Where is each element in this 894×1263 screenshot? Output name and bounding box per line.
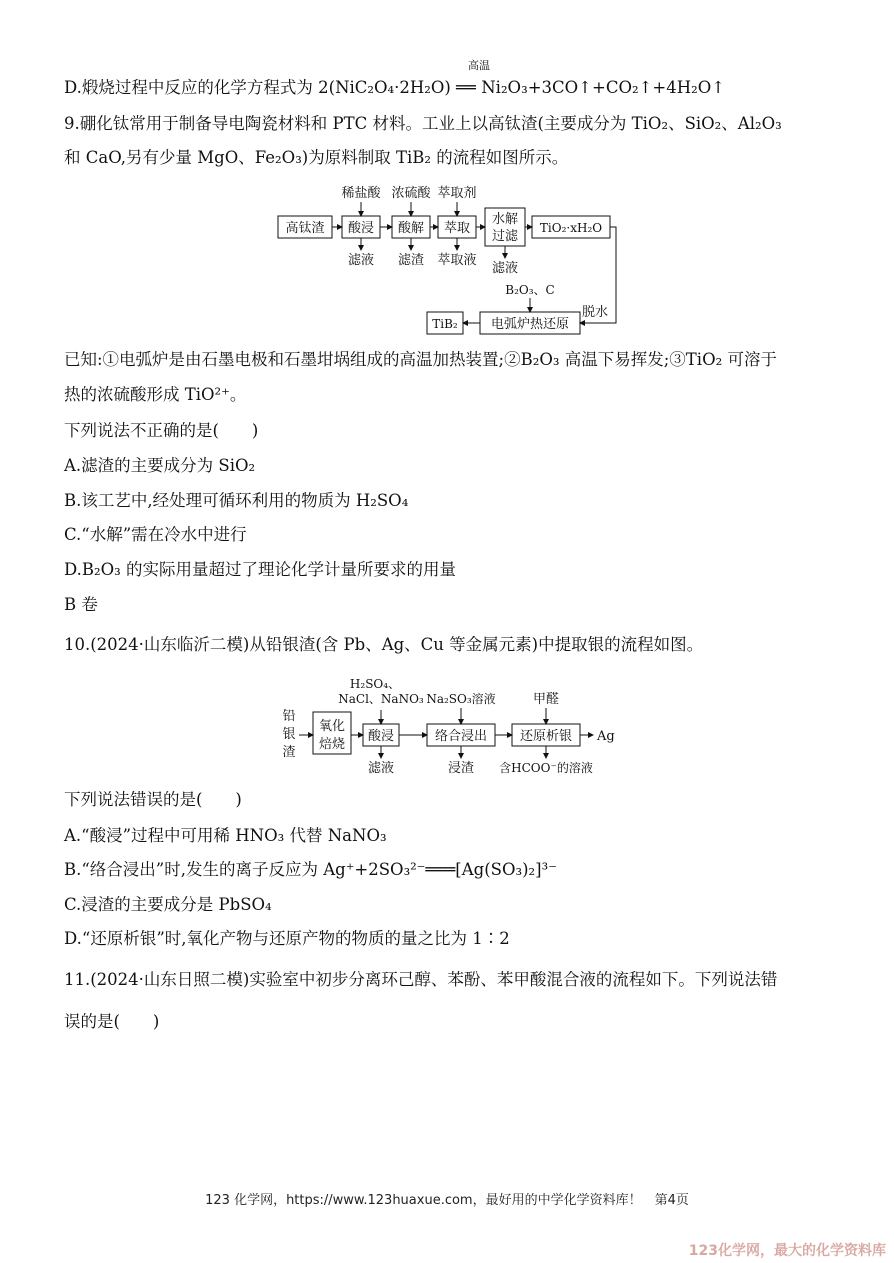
q9-known-line2: 热的浓硫酸形成 TiO²⁺。 xyxy=(64,385,247,404)
q8-option-d: D.煅烧过程中反应的化学方程式为 2(NiC₂O₄·2H₂O) ══ Ni₂O₃+3CO↑+CO₂↑+4H₂O↑ xyxy=(64,78,726,97)
q10-option-c: C.浸渣的主要成分是 PbSO₄ xyxy=(64,895,272,914)
flow2-start-label: 渣 xyxy=(282,745,296,760)
flow2-box-label: 酸浸 xyxy=(367,729,395,744)
q10-option-b: B.“络合浸出”时,发生的离子反应为 Ag⁺+2SO₃²⁻═══[Ag(SO₃)₂]³⁻ xyxy=(64,860,557,879)
flow2-box-label: 氧化 xyxy=(318,719,346,734)
flow2-output-label: 含HCOO⁻的溶液 xyxy=(499,761,593,775)
flow2-input-label: Na₂SO₃溶液 xyxy=(426,692,496,706)
flow1-input-label: 稀盐酸 xyxy=(341,186,381,201)
flow1-box-label: 萃取 xyxy=(443,221,471,236)
flow1-box-label: TiO₂·xH₂O xyxy=(539,221,603,235)
flow1-input-label: 萃取剂 xyxy=(437,186,477,201)
flow1-input-label: 浓硫酸 xyxy=(391,186,431,201)
q9-stem-line2: 和 CaO,另有少量 MgO、Fe₂O₃)为原料制取 TiB₂ 的流程如图所示。 xyxy=(64,148,569,167)
flow1-box-label: 电弧炉热还原 xyxy=(490,317,570,332)
q10-stem: 10.(2024·山东临沂二模)从铅银渣(含 Pb、Ag、Cu 等金属元素)中提取银的流程如图。 xyxy=(64,635,704,654)
q9-option-d: D.B₂O₃ 的实际用量超过了理论化学计量所要求的用量 xyxy=(64,560,457,579)
flow1-output-label: 滤液 xyxy=(347,253,375,268)
q9-option-b: B.该工艺中,经处理可循环利用的物质为 H₂SO₄ xyxy=(64,491,409,510)
flow2-start-label: 铅 xyxy=(282,709,296,724)
q10-question: 下列说法错误的是( ) xyxy=(64,790,242,809)
flow1-output-label: 滤液 xyxy=(491,261,519,276)
q9-question: 下列说法不正确的是( ) xyxy=(64,421,259,440)
q9-flow-diagram xyxy=(270,180,620,340)
flow2-output-label: 滤液 xyxy=(367,761,395,776)
flow2-box-label: 还原析银 xyxy=(519,729,573,744)
flow1-box-label: 过滤 xyxy=(491,229,519,244)
q8-reaction-condition: 高温 xyxy=(468,59,490,72)
q11-stem-line1: 11.(2024·山东日照二模)实验室中初步分离环己醇、苯酚、苯甲酸混合液的流程如下。下列说法错 xyxy=(64,970,778,989)
flow1-box-label: 高钛渣 xyxy=(285,221,325,236)
flow2-input-label: H₂SO₄、 xyxy=(349,677,401,691)
q9-known-line1: 已知:①电弧炉是由石墨电极和石墨坩埚组成的高温加热装置;②B₂O₃ 高温下易挥发;③TiO₂ 可溶于 xyxy=(64,350,777,369)
q9-option-a: A.滤渣的主要成分为 SiO₂ xyxy=(64,456,256,475)
q9-stem-line1: 9.硼化钛常用于制备导电陶瓷材料和 PTC 材料。工业上以高钛渣(主要成分为 TiO₂、SiO₂、Al₂O₃ xyxy=(64,114,782,133)
flow1-box-label: 水解 xyxy=(491,212,519,227)
watermark: 123化学网，最大的化学资料库 xyxy=(688,1243,886,1259)
flow2-input-label: NaCl、NaNO₃ xyxy=(338,692,424,706)
flow1-side-label: 脱水 xyxy=(582,305,609,320)
flow1-output-label: 滤渣 xyxy=(397,253,425,268)
page-footer: 123 化学网，https://www.123huaxue.com，最好用的中学化学资料库！ 第4页 xyxy=(205,1193,689,1208)
q10-option-d: D.“还原析银”时,氧化产物与还原产物的物质的量之比为 1∶2 xyxy=(64,929,510,948)
flow2-start-label: 银 xyxy=(282,727,296,742)
flow2-box-label: 焙烧 xyxy=(318,737,346,752)
q9-option-c: C.“水解”需在冷水中进行 xyxy=(64,525,247,544)
q10-flow-diagram xyxy=(275,672,625,780)
flow1-box-label: 酸浸 xyxy=(347,221,375,236)
flow2-input-label: 甲醛 xyxy=(532,692,560,707)
flow2-box-label: 络合浸出 xyxy=(434,729,488,744)
q11-stem-line2: 误的是( ) xyxy=(64,1012,160,1031)
flow2-product-label: Ag xyxy=(597,729,615,744)
flow1-output-label: 萃取液 xyxy=(437,253,477,268)
flow1-input-label: B₂O₃、C xyxy=(505,283,555,297)
q10-option-a: A.“酸浸”过程中可用稀 HNO₃ 代替 NaNO₃ xyxy=(64,826,387,845)
section-b-heading: B 卷 xyxy=(64,595,98,614)
flow1-box-label: 酸解 xyxy=(397,221,425,236)
flow2-output-label: 浸渣 xyxy=(447,761,475,776)
flow1-box-label: TiB₂ xyxy=(432,317,458,331)
